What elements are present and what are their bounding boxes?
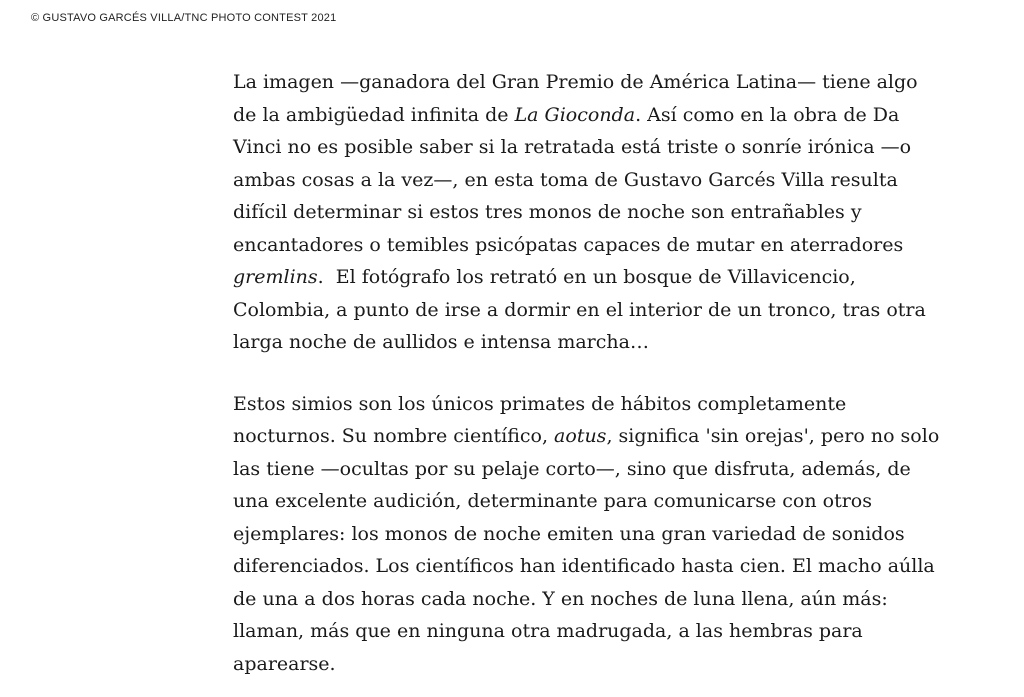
text-segment: encantadores o temibles psicópatas capaces de mutar en aterradores bbox=[233, 233, 904, 256]
paragraph-line bbox=[233, 388, 938, 421]
paragraph-line bbox=[233, 131, 938, 164]
text-segment: diferenciados. Los científicos han identificado hasta cien. El macho aúlla bbox=[233, 555, 935, 577]
text-segment: difícil determinar si estos tres monos de noche son entrañables y bbox=[233, 201, 862, 223]
paragraph-line bbox=[233, 615, 938, 648]
paragraph-line bbox=[233, 326, 938, 359]
paragraph-line bbox=[233, 229, 938, 262]
text-segment: , significa 'sin orejas', pero no solo bbox=[606, 425, 940, 447]
paragraph-line bbox=[233, 420, 938, 453]
italic-text: gremlins bbox=[233, 266, 318, 288]
text-segment: La imagen —ganadora del Gran Premio de América Latina— tiene algo bbox=[233, 71, 918, 93]
italic-text: La Gioconda bbox=[514, 103, 636, 126]
text-segment: . Así como en la obra de Da bbox=[635, 103, 900, 126]
article-body bbox=[233, 66, 938, 680]
paragraph-line bbox=[233, 550, 938, 583]
text-segment: nocturnos. Su nombre científico, bbox=[233, 425, 555, 447]
paragraph-line bbox=[233, 485, 938, 518]
paragraph-line bbox=[233, 99, 938, 132]
text-segment: las tiene —ocultas por su pelaje corto—, sino que disfruta, además, de bbox=[233, 457, 911, 480]
article-paragraph bbox=[233, 66, 938, 359]
paragraph-line bbox=[233, 583, 938, 616]
text-segment: aparearse. bbox=[233, 652, 336, 675]
text-segment: Colombia, a punto de irse a dormir en el interior de un tronco, tras otra bbox=[233, 298, 926, 321]
article-paragraph bbox=[233, 388, 938, 681]
paragraph-line bbox=[233, 648, 938, 681]
text-segment: ejemplares: los monos de noche emiten una gran variedad de sonidos bbox=[233, 522, 905, 545]
paragraph-line bbox=[233, 294, 938, 327]
text-segment: de una a dos horas cada noche. Y en noches de luna llena, aún más: bbox=[233, 587, 888, 610]
paragraph-line bbox=[233, 196, 938, 229]
text-segment: de la ambigüedad infinita de bbox=[233, 103, 515, 126]
text-segment: una excelente audición, determinante para comunicarse con otros bbox=[233, 490, 872, 512]
paragraph-line bbox=[233, 261, 938, 294]
paragraph-line bbox=[233, 66, 938, 99]
text-segment: . El fotógrafo los retrató en un bosque de Villavicencio, bbox=[317, 266, 856, 288]
paragraph-line bbox=[233, 453, 938, 486]
paragraph-line bbox=[233, 164, 938, 197]
text-segment: llaman, más que en ninguna otra madrugada, a las hembras para bbox=[233, 620, 863, 642]
text-segment: ambas cosas a la vez—, en esta toma de Gustavo Garcés Villa resulta bbox=[233, 168, 898, 191]
italic-text: aotus bbox=[554, 425, 607, 447]
paragraph-line bbox=[233, 518, 938, 551]
text-segment: larga noche de aullidos e intensa marcha… bbox=[233, 331, 649, 353]
text-segment: Estos simios son los únicos primates de hábitos completamente bbox=[233, 392, 847, 415]
photo-credit: © GUSTAVO GARCÉS VILLA/TNC PHOTO CONTEST 2021 bbox=[31, 12, 337, 24]
text-segment: Vinci no es posible saber si la retratada está triste o sonríe irónica —o bbox=[233, 136, 912, 158]
